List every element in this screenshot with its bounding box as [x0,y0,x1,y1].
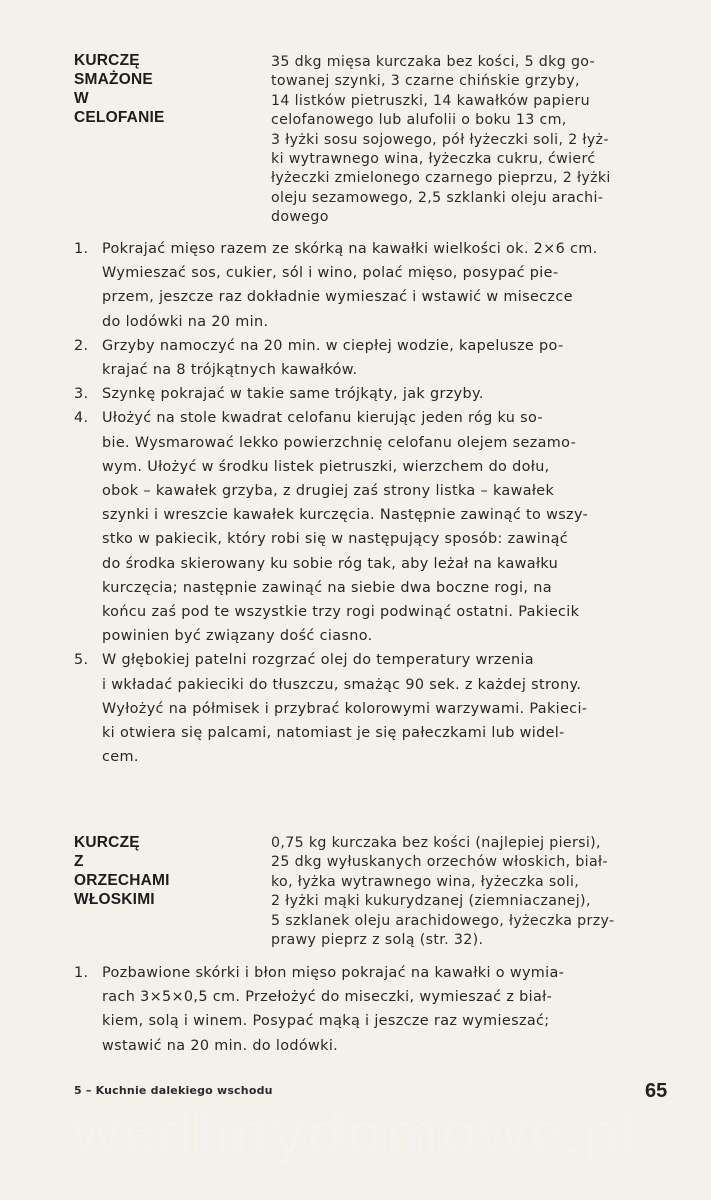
step-line: Grzyby namoczyć na 20 min. w ciepłej wodzie, kapelusze po- [102,337,564,354]
running-footer: 5 – Kuchnie dalekiego wschodu [74,1084,273,1097]
step-number: 3. [74,386,89,403]
ingredient-line: 3 łyżki sosu sojowego, pół łyżeczki soli, 2 łyż- [271,131,609,148]
recipe-1-title-line: KURCZĘ [74,52,140,69]
recipe-1-ingredients [271,53,671,228]
ingredient-line: ko, łyżka wytrawnego wina, łyżeczka soli, [271,873,580,890]
page-number: 65 [645,1080,668,1102]
step-line: Wyłożyć na półmisek i przybrać kolorowymi warzywami. Pakieci- [102,700,588,717]
recipe-1-steps [74,237,674,769]
ingredient-line: 14 listków pietruszki, 14 kawałków papieru [271,92,590,109]
recipe-2-title-line: KURCZĘ [74,834,140,851]
recipe-1-title [74,51,254,127]
step-line: bie. Wysmarować lekko powierzchnię celofanu olejem sezamo- [102,434,577,451]
step-item [74,961,674,1058]
step-line: krajać na 8 trójkątnych kawałków. [102,362,358,379]
step-line: Ułożyć na stole kwadrat celofanu kierując jeden róg ku so- [102,410,543,427]
step-item [74,237,674,334]
ingredient-line: łyżeczki zmielonego czarnego pieprzu, 2 łyżki [271,170,611,187]
recipe-1-title-line: W [74,90,89,107]
step-line: Szynkę pokrajać w takie same trójkąty, jak grzyby. [102,386,484,403]
ingredient-line: 5 szklanek oleju arachidowego, łyżeczka przy- [271,912,615,929]
step-line: szynki i wreszcie kawałek kurczęcia. Następnie zawinąć to wszy- [102,507,589,524]
ingredient-line: dowego [271,209,329,226]
step-line: do lodówki na 20 min. [102,313,269,330]
recipe-2-steps [74,961,674,1058]
recipe-2-title-line: ORZECHAMI [74,872,170,889]
ingredient-line: 25 dkg wyłuskanych orzechów włoskich, biał- [271,854,608,871]
step-item [74,382,674,406]
step-number: 5. [74,652,89,669]
ingredient-line: 35 dkg mięsa kurczaka bez kości, 5 dkg go- [271,54,596,70]
step-line: ki otwiera się palcami, natomiast je się pałeczkami lub widel- [102,725,565,742]
recipe-2-title-line: Z [74,853,84,870]
step-line: do środka skierowany ku sobie róg tak, aby leżał na kawałku [102,555,559,572]
recipe-1-title-line: CELOFANIE [74,109,165,126]
step-number: 1. [74,965,89,981]
step-line: wstawić na 20 min. do lodówki. [102,1037,339,1054]
ingredient-line: 2 łyżki mąki kukurydzanej (ziemniaczanej), [271,893,591,910]
step-line: kiem, solą i winem. Posypać mąką i jeszcze raz wymieszać; [102,1013,550,1030]
step-line: Pokrajać mięso razem ze skórką na kawałki wielkości ok. 2×6 cm. [102,241,598,257]
step-line: kurczęcia; następnie zawinąć na siebie dwa boczne rogi, na [102,579,552,596]
step-line: wym. Ułożyć w środku listek pietruszki, wierzchem do dołu, [102,458,550,475]
step-line: przem, jeszcze raz dokładnie wymieszać i wstawić w miseczce [102,289,573,306]
step-line: Pozbawione skórki i błon mięso pokrajać na kawałki o wymia- [102,965,565,981]
watermark: wedlinydomowe.pl [71,1099,640,1168]
step-line: Wymieszać sos, cukier, sól i wino, polać mięso, posypać pie- [102,265,559,282]
step-line: stko w pakiecik, który robi się w następujący sposób: zawinąć [102,531,569,548]
step-line: rach 3×5×0,5 cm. Przełożyć do miseczki, wymieszać z biał- [102,989,553,1006]
step-item [74,648,674,769]
step-line: końcu zaś pod te wszystkie trzy rogi podwinąć ostatni. Pakiecik [102,604,580,621]
ingredient-line: celofanowego lub alufolii o boku 13 cm, [271,112,567,129]
recipe-2-title-line: WŁOSKIMI [74,891,155,908]
step-line: i wkładać pakieciki do tłuszczu, smażąc 90 sek. z każdej strony. [102,676,582,693]
ingredient-line: towanej szynki, 3 czarne chińskie grzyby, [271,73,580,90]
ingredient-line: ki wytrawnego wina, łyżeczka cukru, ćwierć [271,151,596,168]
step-line: W głębokiej patelni rozgrzać olej do temperatury wrzenia [102,652,534,669]
ingredient-line: prawy pieprz z solą (str. 32). [271,932,484,949]
recipe-1-title-line: SMAŻONE [74,71,153,88]
step-line: cem. [102,749,139,766]
recipe-2-ingredients [271,834,671,950]
ingredient-line: oleju sezamowego, 2,5 szklanki oleju arachi- [271,189,604,206]
step-line: obok – kawałek grzyba, z drugiej zaś strony listka – kawałek [102,483,555,500]
step-line: powinien być związany dość ciasno. [102,628,373,645]
step-number: 2. [74,337,89,354]
ingredient-line: 0,75 kg kurczaka bez kości (najlepiej piersi), [271,835,601,851]
step-number: 4. [74,410,89,427]
step-item [74,406,674,648]
step-item [74,334,674,382]
step-number: 1. [74,241,89,257]
recipe-2-title [74,833,254,909]
